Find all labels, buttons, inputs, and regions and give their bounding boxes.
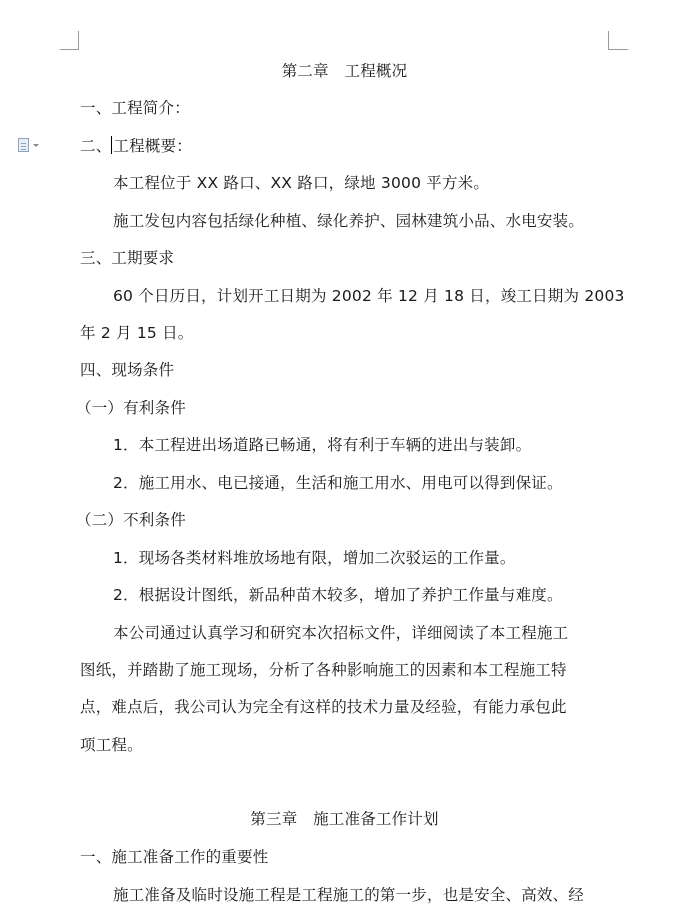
section2-heading[interactable] <box>80 135 192 157</box>
paragraph-options-button[interactable] <box>18 137 48 153</box>
paragraph-location: 本工程位于 XX 路口、XX 路口，绿地 3000 平方米。 <box>113 174 490 192</box>
paragraph-scope: 施工发包内容包括绿化种植、绿化养护、园林建筑小品、水电安装。 <box>113 212 585 230</box>
chapter2-title: 第二章 工程概况 <box>281 62 408 80</box>
paragraph-company-line1: 本公司通过认真学习和研究本次招标文件，详细阅读了本工程施工 <box>113 624 569 642</box>
section2-text: 工程概要： <box>113 137 192 155</box>
chapter3-section1-heading: 一、施工准备工作的重要性 <box>80 848 269 866</box>
unfavorable-item-2: 2．根据设计图纸，新品种苗木较多，增加了养护工作量与难度。 <box>113 586 563 604</box>
chapter3-paragraph1: 施工准备及临时设施工程是工程施工的第一步，也是安全、高效、经 <box>113 886 585 904</box>
crop-mark-top-left <box>60 49 78 50</box>
unfavorable-item-1: 1．现场各类材料堆放场地有限，增加二次驳运的工作量。 <box>113 549 516 567</box>
crop-mark-top-right-vertical <box>608 31 609 50</box>
chapter3-title: 第三章 施工准备工作计划 <box>250 810 439 828</box>
favorable-item-2: 2．施工用水、电已接通，生活和施工用水、用电可以得到保证。 <box>113 474 563 492</box>
section4-heading: 四、现场条件 <box>80 361 175 379</box>
crop-mark-top-left-vertical <box>78 31 79 50</box>
subsection-favorable: （一）有利条件 <box>76 399 186 417</box>
favorable-item-1: 1．本工程进出场道路已畅通，将有利于车辆的进出与装卸。 <box>113 436 532 454</box>
dropdown-caret-icon <box>33 144 39 147</box>
paragraph-company-line3: 点，难点后，我公司认为完全有这样的技术力量及经验，有能力承包此 <box>80 698 567 716</box>
section3-heading: 三、工期要求 <box>80 249 175 267</box>
subsection-unfavorable: （二）不利条件 <box>76 511 186 529</box>
section2-prefix: 二、 <box>80 137 112 155</box>
paragraph-period-line2: 年 2 月 15 日。 <box>80 324 194 342</box>
paragraph-company-line2: 图纸，并踏勘了施工现场，分析了各种影响施工的因素和本工程施工特 <box>80 661 567 679</box>
paragraph-company-line4: 项工程。 <box>80 736 143 754</box>
section1-heading: 一、工程简介： <box>80 99 190 117</box>
document-icon <box>18 138 29 152</box>
paragraph-period-line1: 60 个日历日，计划开工日期为 2002 年 12 月 18 日，竣工日期为 2003 <box>113 287 625 305</box>
crop-mark-top-right <box>609 49 628 50</box>
